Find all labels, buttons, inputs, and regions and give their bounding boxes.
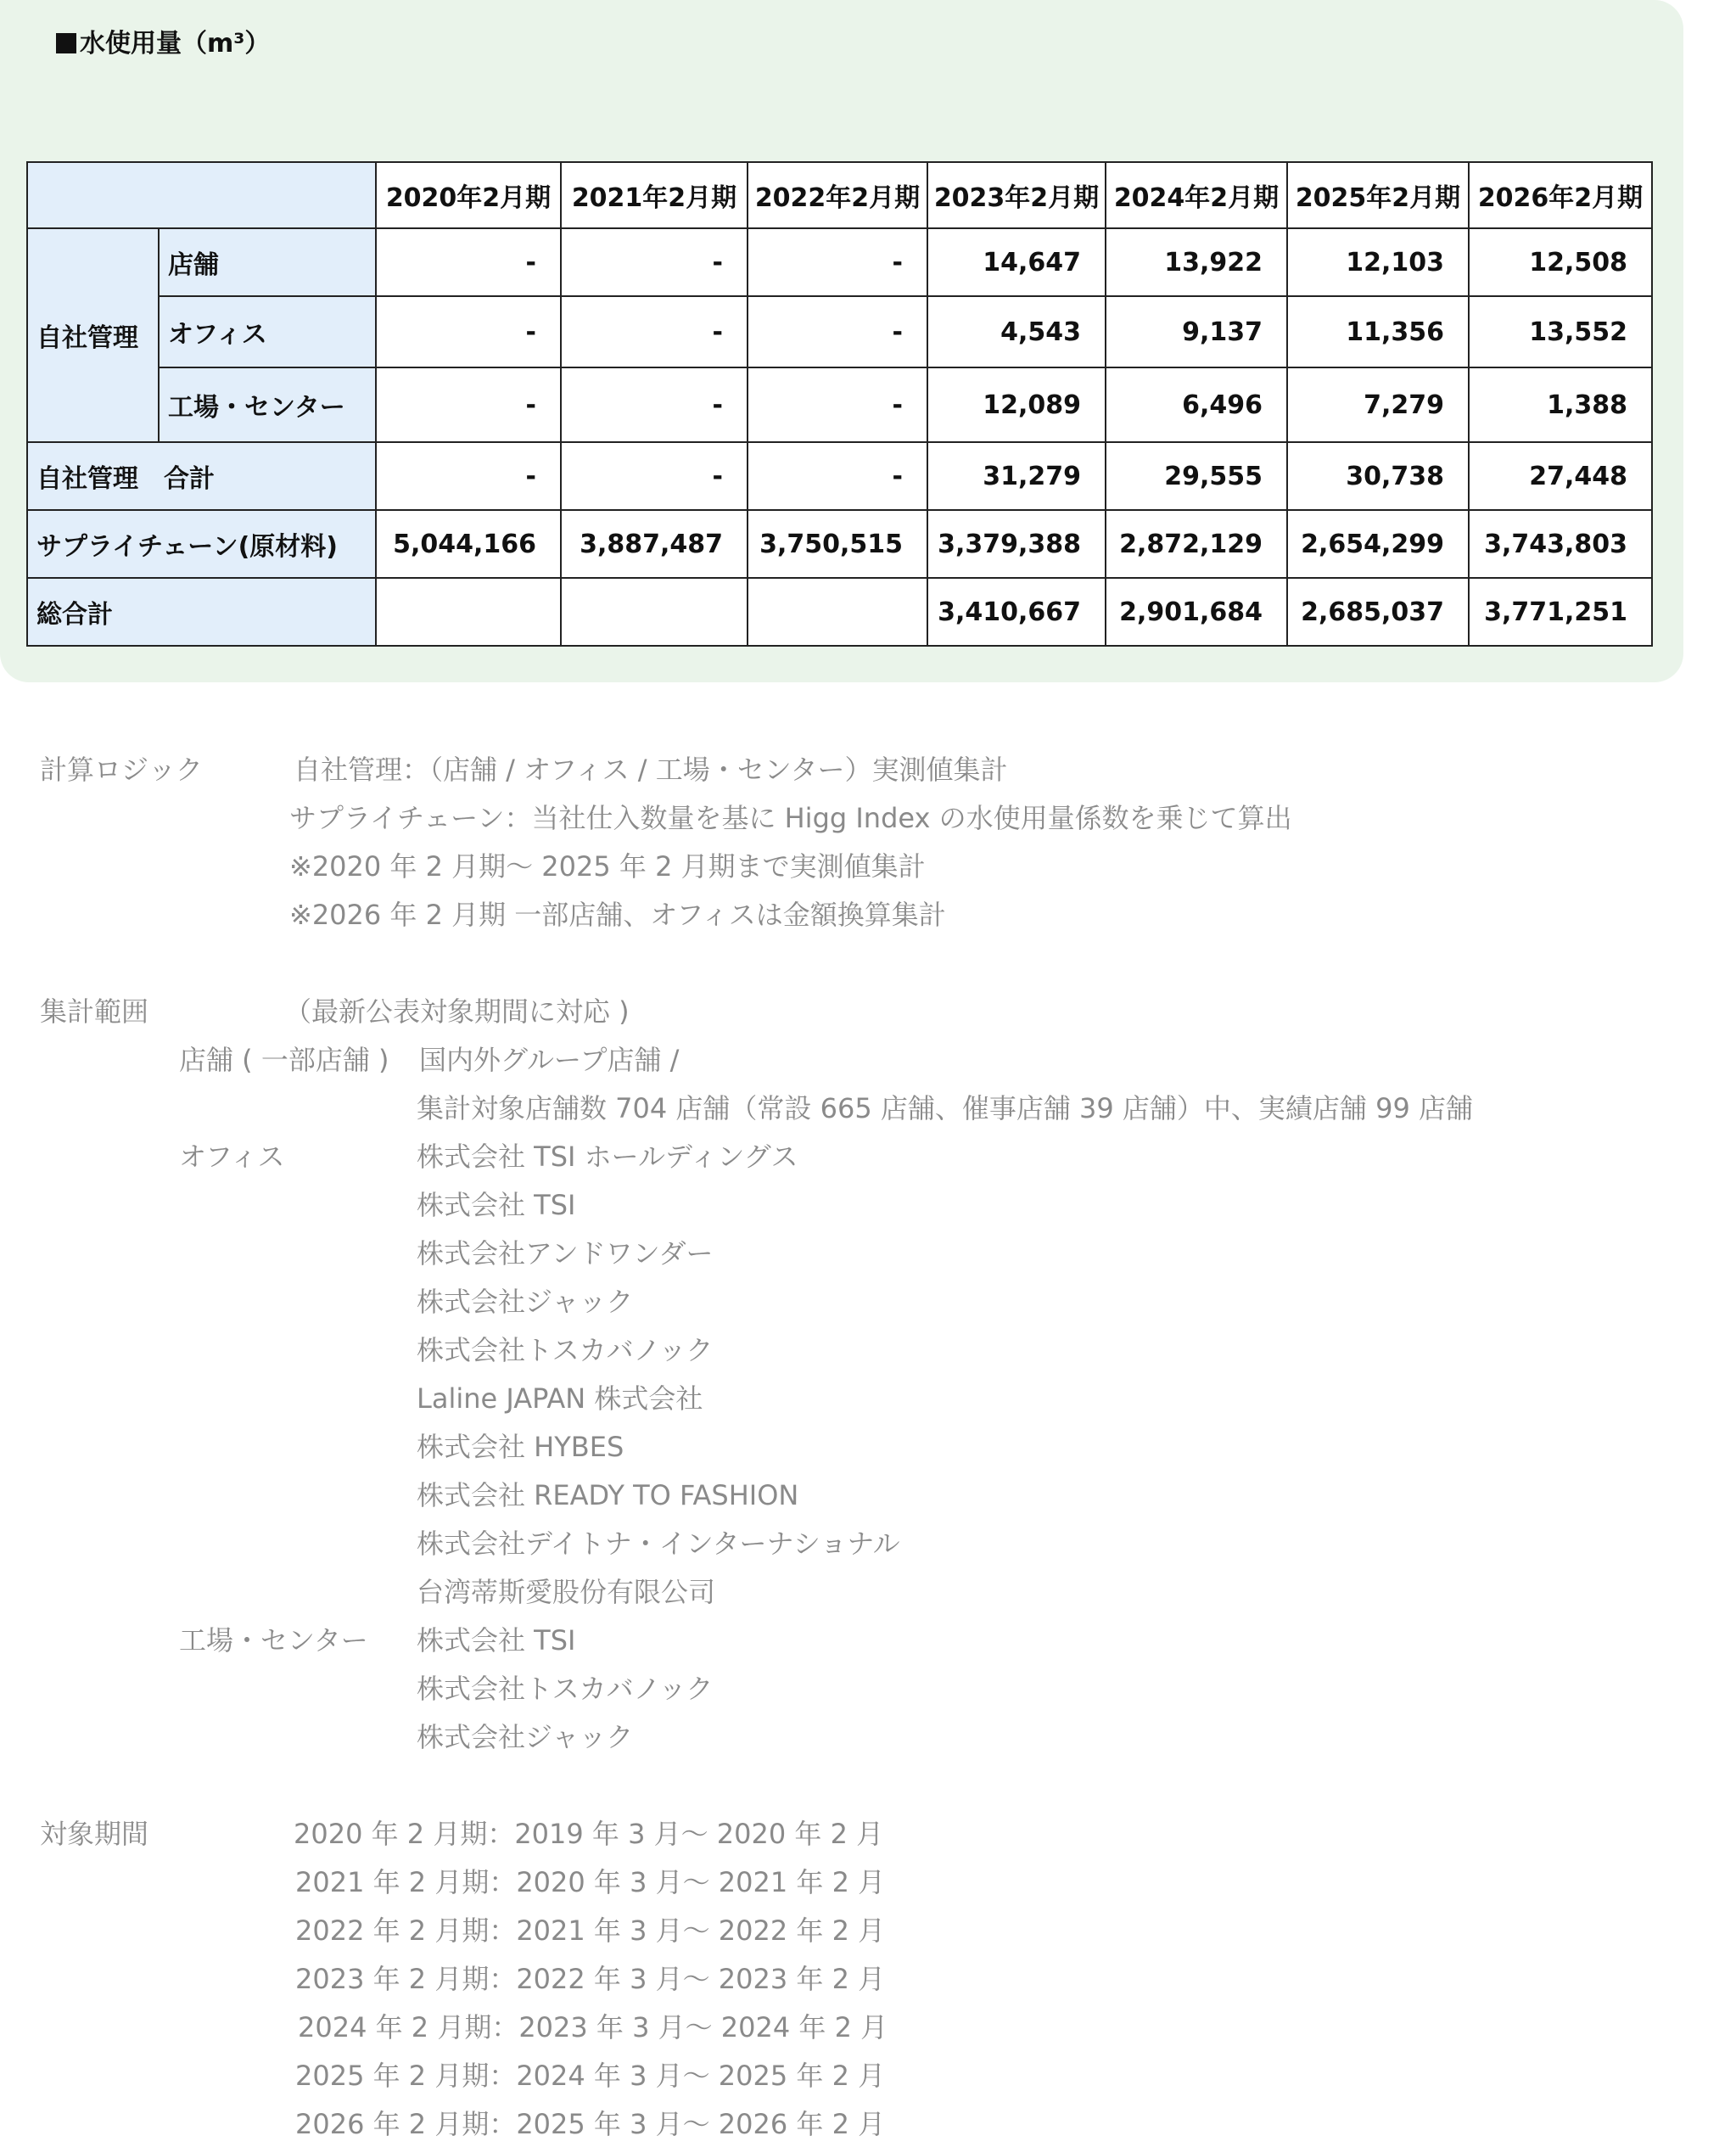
cell: 1,388 — [1469, 367, 1652, 442]
table-row-total — [27, 578, 1652, 646]
cell — [561, 578, 748, 646]
table-row-subtotal — [27, 442, 1652, 510]
period-line: 2025 年 2 月期：2024 年 3 月〜 2025 年 2 月 — [295, 2060, 886, 2092]
cell: 12,089 — [927, 367, 1106, 442]
office-line: 株式会社 TSI ホールディングス — [417, 1141, 798, 1173]
cell: 2,685,037 — [1287, 578, 1469, 646]
cell: 31,279 — [927, 442, 1106, 510]
cell: 4,543 — [927, 296, 1106, 367]
cell: - — [561, 296, 748, 367]
cell: 2,872,129 — [1106, 510, 1287, 578]
office-line: 台湾蒂斯愛股份有限公司 — [417, 1576, 716, 1608]
cell: 29,555 — [1106, 442, 1287, 510]
store-line: 集計対象店舗数 704 店舗（常設 665 店舗、催事店舗 39 店舗）中、実績店舗 99 店舗 — [417, 1092, 1473, 1124]
cell: - — [748, 442, 927, 510]
cell: 3,750,515 — [748, 510, 927, 578]
cell: 6,496 — [1106, 367, 1287, 442]
cell: - — [561, 367, 748, 442]
store-line: 国内外グループ店舗 / — [419, 1044, 680, 1076]
office-label: オフィス — [179, 1141, 285, 1173]
table-row-store — [27, 228, 1652, 296]
cell: 7,279 — [1287, 367, 1469, 442]
office-line: 株式会社 TSI — [417, 1189, 576, 1221]
cell: - — [748, 296, 927, 367]
office-line: 株式会社トスカバノック — [417, 1334, 714, 1366]
cell: 2,901,684 — [1106, 578, 1287, 646]
cell: - — [748, 367, 927, 442]
cell: - — [376, 367, 561, 442]
section-title — [56, 22, 270, 59]
period-line: 2022 年 2 月期：2021 年 3 月〜 2022 年 2 月 — [295, 1914, 886, 1947]
row-label: 工場・センター — [159, 367, 376, 442]
cell: 2,654,299 — [1287, 510, 1469, 578]
factory-line: 株式会社トスカバノック — [417, 1673, 714, 1705]
office-line: 株式会社 READY TO FASHION — [417, 1479, 799, 1511]
logic-line: ※2026 年 2 月期 一部店舗、オフィスは金額換算集計 — [289, 899, 946, 931]
factory-label: 工場・センター — [179, 1624, 368, 1656]
factory-line: 株式会社 TSI — [417, 1624, 576, 1656]
row-label: 総合計 — [27, 578, 376, 646]
cell: 12,508 — [1469, 228, 1652, 296]
header-corner — [27, 162, 376, 228]
section-title-text: 水使用量（m³） — [80, 29, 271, 59]
store-label: 店舗 ( 一部店舗 ) — [179, 1044, 389, 1076]
cell: 11,356 — [1287, 296, 1469, 367]
period-label: 対象期間 — [40, 1818, 149, 1850]
cell — [376, 578, 561, 646]
cell: 14,647 — [927, 228, 1106, 296]
cell: 13,552 — [1469, 296, 1652, 367]
factory-line: 株式会社ジャック — [417, 1721, 634, 1753]
cell: - — [376, 228, 561, 296]
logic-line: サプライチェーン：当社仕入数量を基に Higg Index の水使用量係数を乗じて算出 — [289, 802, 1292, 834]
cell: - — [376, 296, 561, 367]
office-line: 株式会社ジャック — [417, 1286, 634, 1318]
table-row-supply-chain — [27, 510, 1652, 578]
year-header: 2021年2月期 — [561, 162, 748, 228]
period-line: 2020 年 2 月期：2019 年 3 月〜 2020 年 2 月 — [294, 1818, 884, 1850]
logic-label: 計算ロジック — [40, 754, 204, 786]
group-label: 自社管理 — [27, 228, 159, 442]
cell: 3,771,251 — [1469, 578, 1652, 646]
year-header: 2022年2月期 — [748, 162, 927, 228]
cell: 3,743,803 — [1469, 510, 1652, 578]
office-line: 株式会社 HYBES — [417, 1431, 624, 1463]
cell: 27,448 — [1469, 442, 1652, 510]
cell: 3,410,667 — [927, 578, 1106, 646]
logic-line: 自社管理：（店舗 / オフィス / 工場・センター）実測値集計 — [294, 754, 1008, 786]
row-label: サプライチェーン(原材料) — [27, 510, 376, 578]
cell: - — [748, 228, 927, 296]
office-line: Laline JAPAN 株式会社 — [417, 1382, 703, 1415]
year-header: 2024年2月期 — [1106, 162, 1287, 228]
cell: - — [561, 442, 748, 510]
cell: 3,379,388 — [927, 510, 1106, 578]
table-row-office — [27, 296, 1652, 367]
period-line: 2024 年 2 月期：2023 年 3 月〜 2024 年 2 月 — [298, 2011, 888, 2043]
year-header: 2025年2月期 — [1287, 162, 1469, 228]
water-usage-table — [26, 161, 1653, 647]
cell: 30,738 — [1287, 442, 1469, 510]
square-bullet-icon — [56, 33, 76, 53]
period-line: 2021 年 2 月期：2020 年 3 月〜 2021 年 2 月 — [295, 1866, 886, 1898]
scope-label: 集計範囲 — [40, 995, 149, 1028]
table-row-factory — [27, 367, 1652, 442]
office-line: 株式会社デイトナ・インターナショナル — [417, 1528, 900, 1560]
cell: 12,103 — [1287, 228, 1469, 296]
logic-line: ※2020 年 2 月期〜 2025 年 2 月期まで実測値集計 — [289, 850, 926, 883]
period-line: 2023 年 2 月期：2022 年 3 月〜 2023 年 2 月 — [295, 1963, 886, 1995]
cell: 13,922 — [1106, 228, 1287, 296]
cell: 3,887,487 — [561, 510, 748, 578]
row-label: オフィス — [159, 296, 376, 367]
cell: 9,137 — [1106, 296, 1287, 367]
office-line: 株式会社アンドワンダー — [417, 1237, 714, 1270]
scope-note: （最新公表対象期間に対応 ) — [284, 995, 630, 1028]
header-row — [27, 162, 1652, 228]
cell — [748, 578, 927, 646]
period-line: 2026 年 2 月期：2025 年 3 月〜 2026 年 2 月 — [295, 2108, 886, 2140]
cell: - — [561, 228, 748, 296]
year-header: 2026年2月期 — [1469, 162, 1652, 228]
year-header: 2020年2月期 — [376, 162, 561, 228]
year-header: 2023年2月期 — [927, 162, 1106, 228]
cell: 5,044,166 — [376, 510, 561, 578]
row-label: 店舗 — [159, 228, 376, 296]
row-label: 自社管理 合計 — [27, 442, 376, 510]
cell: - — [376, 442, 561, 510]
